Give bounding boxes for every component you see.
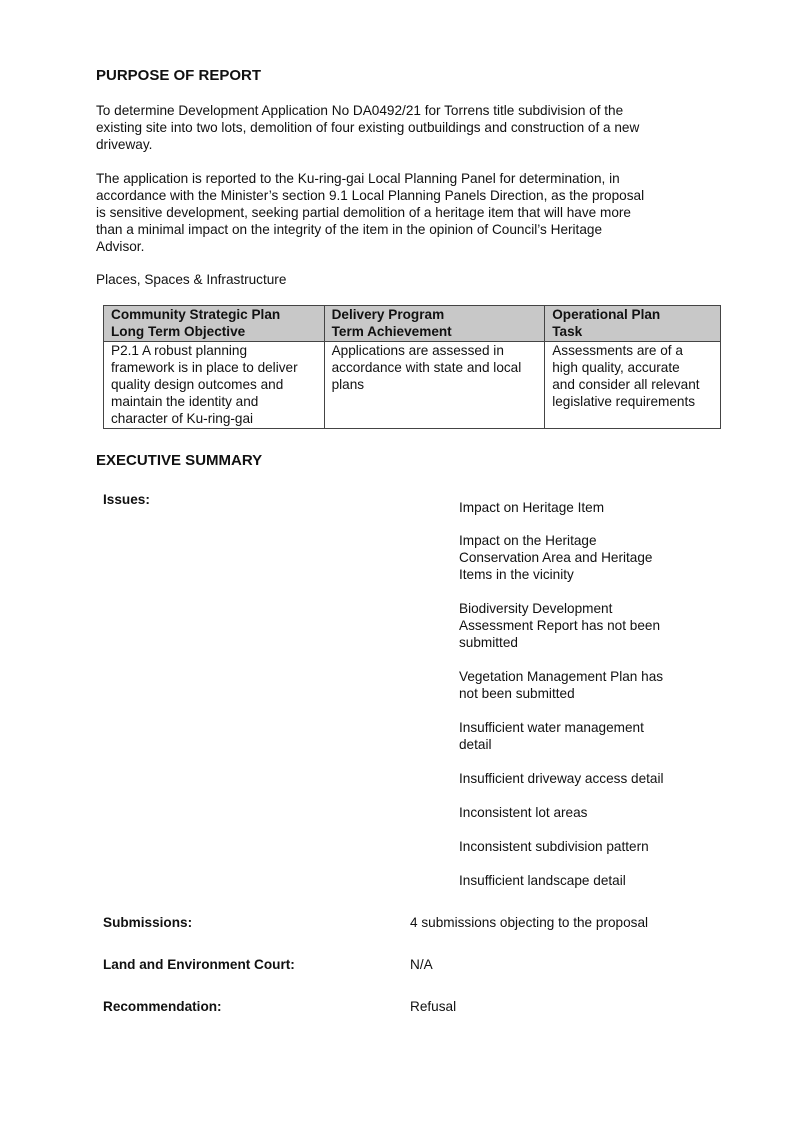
header-line: Community Strategic Plan [111, 307, 281, 322]
issue-line: submitted [459, 635, 518, 650]
cell-line: character of Ku-ring-gai [111, 411, 254, 426]
cell-line: plans [331, 377, 365, 392]
header-line: Operational Plan [552, 307, 661, 322]
issue-item [459, 838, 699, 855]
issue-item [459, 532, 699, 583]
header-line: Long Term Objective [111, 324, 246, 339]
text-line: is sensitive development, seeking partial demolition of a heritage item that will have more [96, 205, 631, 220]
issue-line: Insufficient landscape detail [459, 873, 626, 888]
executive-summary-heading: EXECUTIVE SUMMARY [96, 452, 263, 469]
cell-line: high quality, accurate [552, 360, 680, 375]
issue-line: Assessment Report has not been [459, 618, 660, 633]
table-header-row [104, 306, 721, 342]
issue-line: Insufficient driveway access detail [459, 771, 664, 786]
strategic-plan-table [103, 305, 721, 429]
issue-item [459, 872, 699, 889]
issue-line: Impact on Heritage Item [459, 500, 605, 515]
text-line: accordance with the Minister’s section 9.1 Local Planning Panels Direction, as the proposal [96, 188, 645, 203]
text-line: existing site into two lots, demolition of four existing outbuildings and construction of a new [96, 120, 640, 135]
theme-label: Places, Spaces & Infrastructure [96, 272, 287, 287]
issue-item [459, 770, 699, 787]
court-label: Land and Environment Court: [103, 957, 295, 972]
issue-line: Conservation Area and Heritage [459, 550, 653, 565]
issue-item [459, 499, 699, 516]
cell-line: and consider all relevant [552, 377, 700, 392]
text-line: than a minimal impact on the integrity of the item in the opinion of Council’s Heritage [96, 222, 603, 237]
purpose-paragraph-1 [96, 102, 708, 153]
recommendation-label: Recommendation: [103, 999, 222, 1014]
cell-line: accordance with state and local [331, 360, 522, 375]
table-row [104, 342, 721, 429]
cell-line: P2.1 A robust planning [111, 343, 248, 358]
issue-line: Items in the vicinity [459, 567, 574, 582]
cell-long-term-objective [104, 342, 325, 429]
cell-term-achievement [324, 342, 545, 429]
issue-item [459, 804, 699, 821]
issue-item [459, 719, 699, 753]
header-line: Term Achievement [331, 324, 452, 339]
header-line: Delivery Program [331, 307, 445, 322]
issue-line: Insufficient water management [459, 720, 644, 735]
cell-line: legislative requirements [552, 394, 696, 409]
submissions-label: Submissions: [103, 915, 193, 930]
header-line: Task [552, 324, 583, 339]
cell-operational-task [545, 342, 721, 429]
cell-line: quality design outcomes and [111, 377, 284, 392]
cell-line: Assessments are of a [552, 343, 683, 358]
text-line: The application is reported to the Ku-ring-gai Local Planning Panel for determination, in [96, 171, 620, 186]
cell-line: framework is in place to deliver [111, 360, 298, 375]
purpose-heading: PURPOSE OF REPORT [96, 67, 262, 84]
issue-line: detail [459, 737, 492, 752]
text-line: To determine Development Application No DA0492/21 for Torrens title subdivision of the [96, 103, 624, 118]
issue-line: Inconsistent subdivision pattern [459, 839, 649, 854]
header-operational-plan [545, 306, 721, 342]
issue-line: Inconsistent lot areas [459, 805, 588, 820]
issues-label: Issues: [103, 492, 150, 507]
header-community-strategic-plan [104, 306, 325, 342]
cell-line: maintain the identity and [111, 394, 259, 409]
recommendation-value: Refusal [410, 999, 457, 1014]
court-value: N/A [410, 957, 433, 972]
issue-item [459, 600, 699, 651]
cell-line: Applications are assessed in [331, 343, 504, 358]
submissions-value: 4 submissions objecting to the proposal [410, 915, 649, 930]
issue-item [459, 668, 699, 702]
issue-line: Impact on the Heritage [459, 533, 597, 548]
text-line: driveway. [96, 137, 153, 152]
header-delivery-program [324, 306, 545, 342]
text-line: Advisor. [96, 239, 145, 254]
purpose-paragraph-2 [96, 170, 708, 255]
issue-line: Vegetation Management Plan has [459, 669, 664, 684]
issue-line: Biodiversity Development [459, 601, 613, 616]
issue-line: not been submitted [459, 686, 575, 701]
